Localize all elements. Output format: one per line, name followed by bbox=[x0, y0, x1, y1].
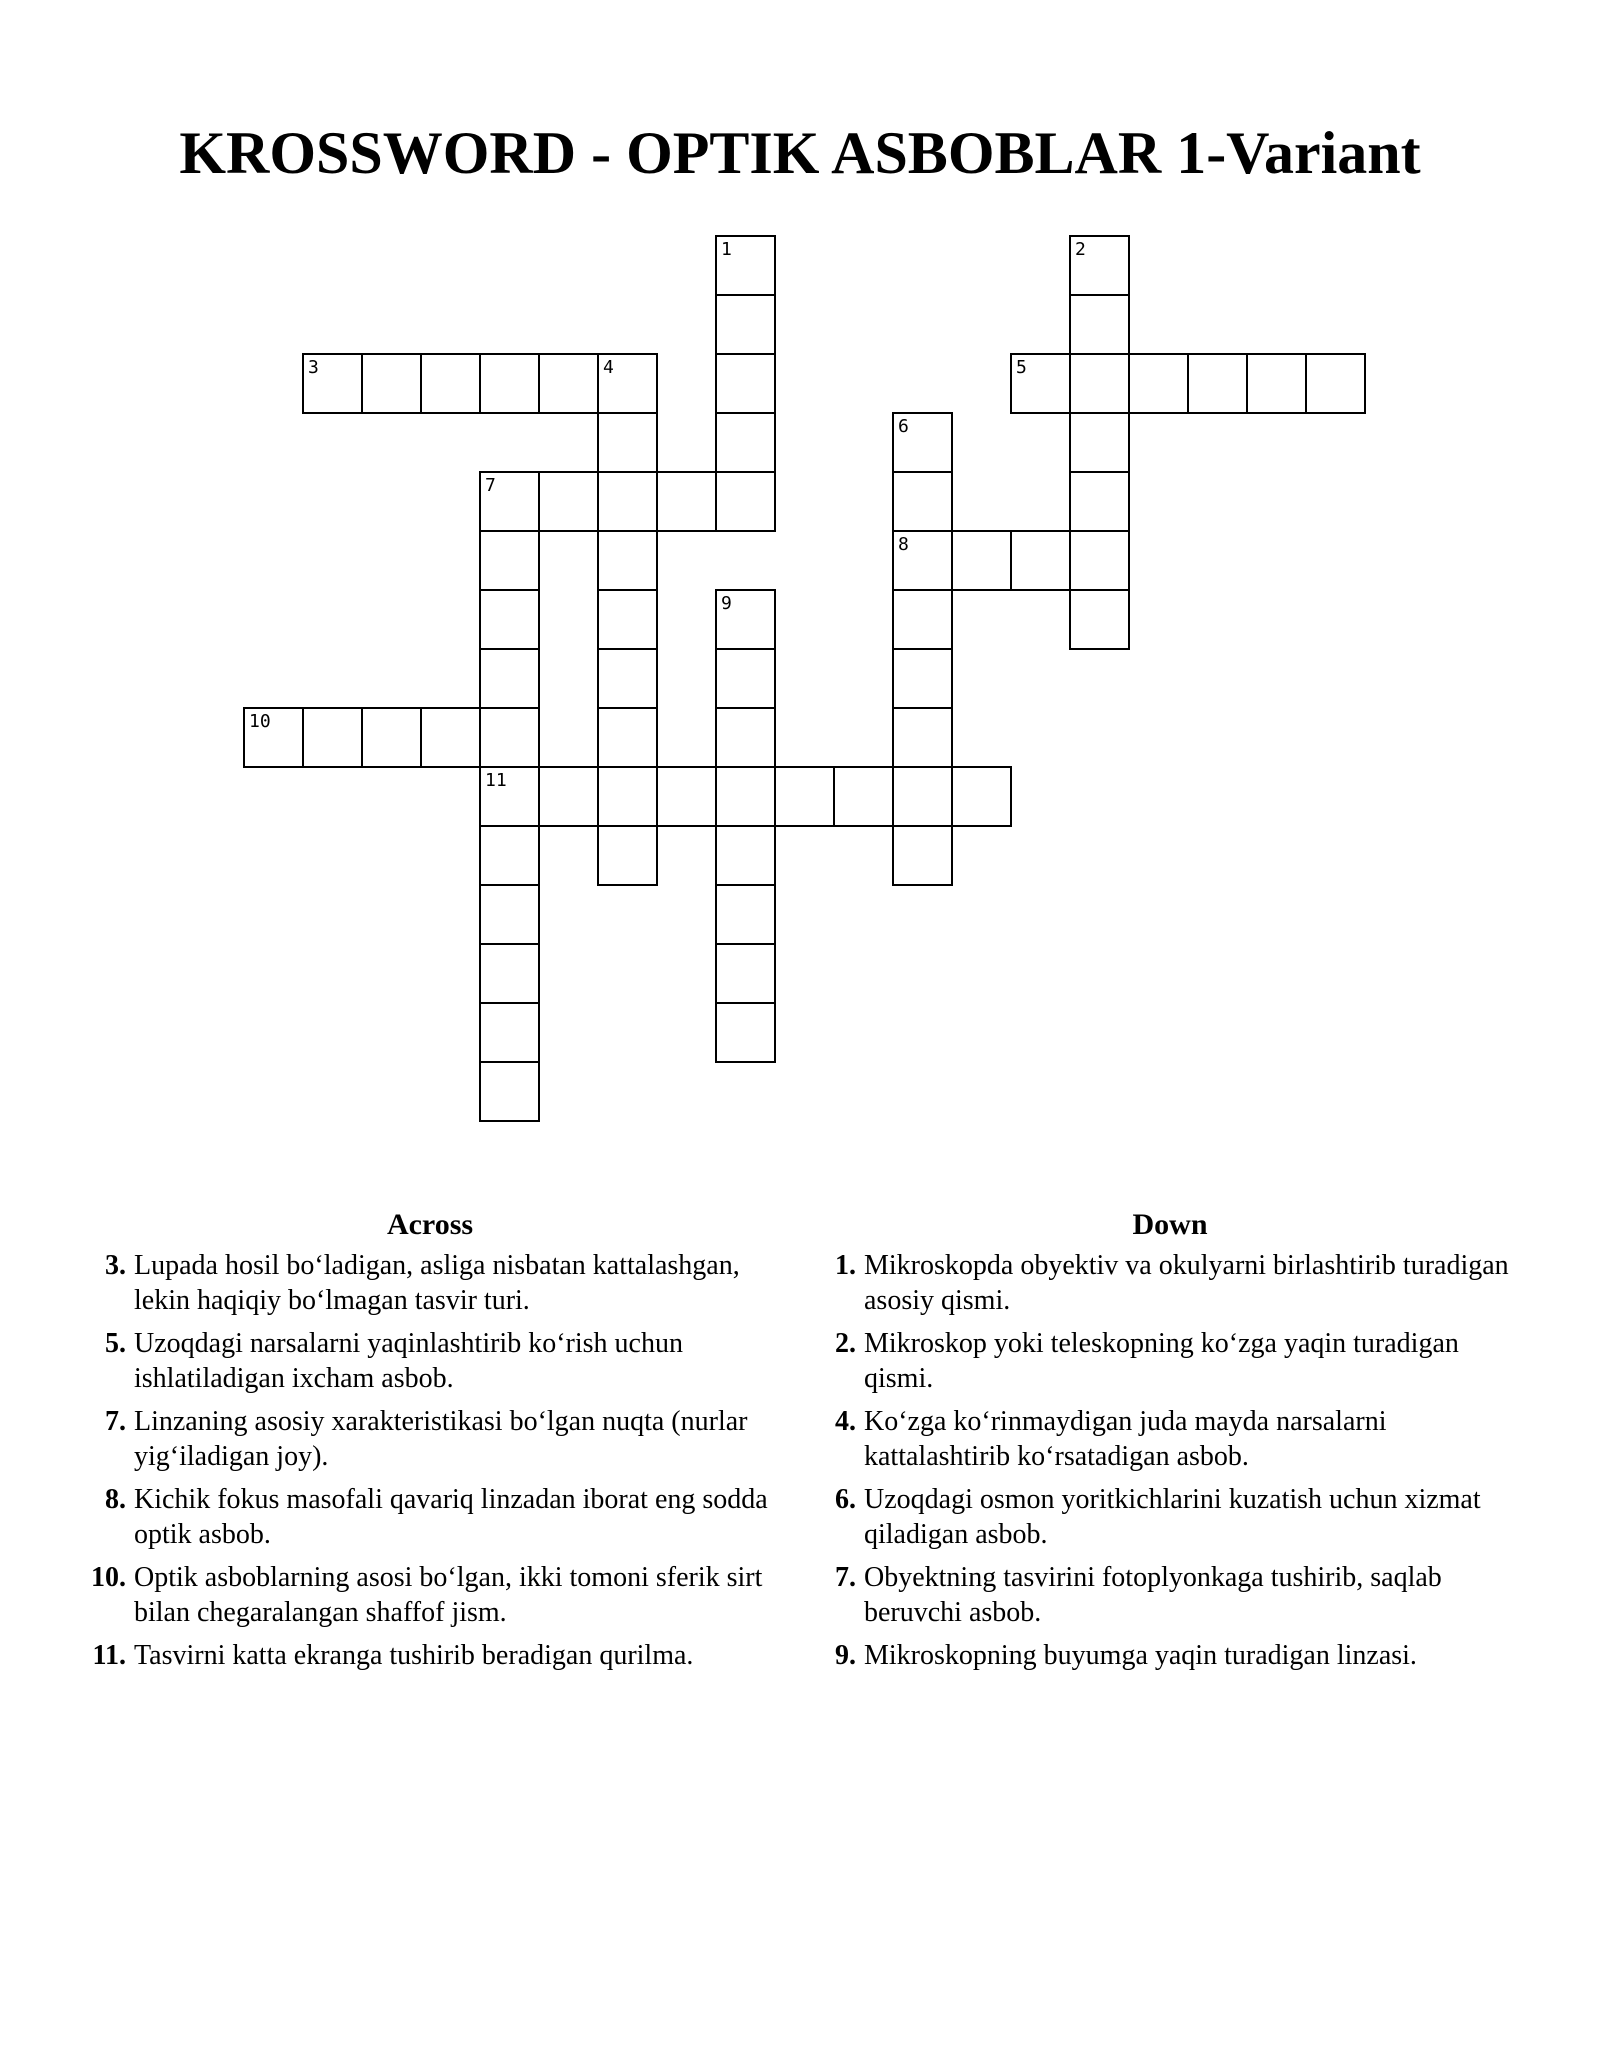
clue-text: Obyektning tasvirini fotoplyonkaga tushirib, saqlab beruvchi asbob. bbox=[864, 1562, 1442, 1628]
grid-cell[interactable] bbox=[715, 884, 776, 945]
grid-cell[interactable] bbox=[479, 766, 540, 827]
grid-cell[interactable] bbox=[715, 648, 776, 709]
cell-number: 1 bbox=[721, 239, 732, 260]
grid-cell[interactable] bbox=[597, 353, 658, 414]
grid-cell[interactable] bbox=[715, 589, 776, 650]
clue-text: Ko‘zga ko‘rinmaydigan juda mayda narsalarni kattalashtirib ko‘rsatadigan asbob. bbox=[864, 1406, 1387, 1472]
grid-cell[interactable] bbox=[597, 589, 658, 650]
grid-cell[interactable] bbox=[1010, 353, 1071, 414]
cell-number: 4 bbox=[603, 357, 614, 378]
grid-cell[interactable] bbox=[302, 353, 363, 414]
grid-cell[interactable] bbox=[479, 1002, 540, 1063]
clue-text: Uzoqdagi narsalarni yaqinlashtirib ko‘rish uchun ishlatiladigan ixcham asbob. bbox=[134, 1328, 683, 1394]
across-clues bbox=[80, 1208, 780, 1681]
down-clue-item bbox=[810, 1326, 1530, 1396]
grid-cell[interactable] bbox=[538, 766, 599, 827]
grid-cell[interactable] bbox=[1069, 530, 1130, 591]
grid-cell[interactable] bbox=[479, 825, 540, 886]
grid-cell[interactable] bbox=[892, 707, 953, 768]
grid-cell[interactable] bbox=[715, 943, 776, 1004]
grid-cell[interactable] bbox=[302, 707, 363, 768]
grid-cell[interactable] bbox=[715, 707, 776, 768]
grid-cell[interactable] bbox=[892, 825, 953, 886]
across-heading: Across bbox=[386, 1208, 474, 1241]
grid-cell[interactable] bbox=[892, 471, 953, 532]
grid-cell[interactable] bbox=[774, 766, 835, 827]
grid-cell[interactable] bbox=[715, 471, 776, 532]
clue-number: 2. bbox=[835, 1328, 856, 1359]
down-clue-item bbox=[810, 1404, 1530, 1474]
clue-number: 10. bbox=[91, 1562, 126, 1593]
clue-number: 4. bbox=[835, 1406, 856, 1437]
grid-cell[interactable] bbox=[715, 235, 776, 296]
down-clue-item bbox=[810, 1482, 1530, 1552]
down-clue-item bbox=[810, 1560, 1530, 1630]
grid-cell[interactable] bbox=[1187, 353, 1248, 414]
clue-text: Mikroskopda obyektiv va okulyarni birlashtirib turadigan asosiy qismi. bbox=[864, 1250, 1509, 1316]
grid-cell[interactable] bbox=[597, 766, 658, 827]
grid-cell[interactable] bbox=[1069, 353, 1130, 414]
grid-cell[interactable] bbox=[479, 943, 540, 1004]
clue-text: Linzaning asosiy xarakteristikasi bo‘lgan nuqta (nurlar yig‘iladigan joy). bbox=[134, 1406, 748, 1472]
across-clue-item bbox=[80, 1638, 780, 1673]
clue-number: 3. bbox=[105, 1250, 126, 1281]
clue-text: Mikroskop yoki teleskopning ko‘zga yaqin turadigan qismi. bbox=[864, 1328, 1459, 1394]
cell-number: 3 bbox=[308, 357, 319, 378]
clue-number: 7. bbox=[835, 1562, 856, 1593]
grid-cell[interactable] bbox=[597, 648, 658, 709]
grid-cell[interactable] bbox=[951, 530, 1012, 591]
grid-cell[interactable] bbox=[656, 471, 717, 532]
page-title: KROSSWORD - OPTIK ASBOBLAR 1-Variant bbox=[179, 120, 1421, 186]
grid-cell[interactable] bbox=[538, 353, 599, 414]
grid-cell[interactable] bbox=[892, 412, 953, 473]
grid-cell[interactable] bbox=[361, 353, 422, 414]
across-clue-item bbox=[80, 1248, 780, 1318]
grid-cell[interactable] bbox=[479, 471, 540, 532]
clue-text: Tasvirni katta ekranga tushirib beradigan qurilma. bbox=[134, 1640, 694, 1671]
down-clue-item bbox=[810, 1248, 1530, 1318]
grid-cell[interactable] bbox=[833, 766, 894, 827]
down-clues bbox=[810, 1208, 1530, 1681]
grid-cell[interactable] bbox=[597, 412, 658, 473]
grid-cell[interactable] bbox=[951, 766, 1012, 827]
grid-cell[interactable] bbox=[1069, 412, 1130, 473]
grid-cell[interactable] bbox=[715, 1002, 776, 1063]
clue-number: 7. bbox=[105, 1406, 126, 1437]
cell-number: 10 bbox=[249, 711, 271, 732]
across-clue-item bbox=[80, 1404, 780, 1474]
grid-cell[interactable] bbox=[656, 766, 717, 827]
grid-cell[interactable] bbox=[597, 707, 658, 768]
clue-number: 6. bbox=[835, 1484, 856, 1515]
grid-cell[interactable] bbox=[1128, 353, 1189, 414]
across-clue-item bbox=[80, 1326, 780, 1396]
cell-number: 7 bbox=[485, 475, 496, 496]
clue-text: Uzoqdagi osmon yoritkichlarini kuzatish uchun xizmat qiladigan asbob. bbox=[864, 1484, 1481, 1550]
grid-cell[interactable] bbox=[243, 707, 304, 768]
cell-number: 11 bbox=[485, 770, 507, 791]
grid-cell[interactable] bbox=[715, 412, 776, 473]
grid-cell[interactable] bbox=[1069, 471, 1130, 532]
grid-cell[interactable] bbox=[479, 530, 540, 591]
across-clue-item bbox=[80, 1560, 780, 1630]
cell-number: 2 bbox=[1075, 239, 1086, 260]
grid-cell[interactable] bbox=[1246, 353, 1307, 414]
grid-cell[interactable] bbox=[597, 825, 658, 886]
clue-text: Lupada hosil bo‘ladigan, asliga nisbatan kattalashgan, lekin haqiqiy bo‘lmagan tasvir turi. bbox=[134, 1250, 740, 1316]
grid-cell[interactable] bbox=[715, 825, 776, 886]
grid-cell[interactable] bbox=[1069, 589, 1130, 650]
clue-number: 1. bbox=[835, 1250, 856, 1281]
grid-cell[interactable] bbox=[892, 648, 953, 709]
grid-cell[interactable] bbox=[597, 530, 658, 591]
grid-cell[interactable] bbox=[538, 471, 599, 532]
grid-cell[interactable] bbox=[361, 707, 422, 768]
across-clue-item bbox=[80, 1482, 780, 1552]
cell-number: 5 bbox=[1016, 357, 1027, 378]
clue-text: Optik asboblarning asosi bo‘lgan, ikki tomoni sferik sirt bilan chegaralangan shaffof jism. bbox=[134, 1562, 763, 1628]
grid-cell[interactable] bbox=[479, 884, 540, 945]
grid-cell[interactable] bbox=[715, 294, 776, 355]
clue-number: 5. bbox=[105, 1328, 126, 1359]
clue-text: Kichik fokus masofali qavariq linzadan iborat eng sodda optik asbob. bbox=[134, 1484, 768, 1550]
grid-cell[interactable] bbox=[479, 589, 540, 650]
grid-cell[interactable] bbox=[597, 471, 658, 532]
clue-number: 9. bbox=[835, 1640, 856, 1671]
clue-number: 8. bbox=[105, 1484, 126, 1515]
cell-number: 8 bbox=[898, 534, 909, 555]
cell-number: 9 bbox=[721, 593, 732, 614]
grid-cell[interactable] bbox=[1305, 353, 1366, 414]
grid-cell[interactable] bbox=[420, 707, 481, 768]
grid-cell[interactable] bbox=[420, 353, 481, 414]
grid-cell[interactable] bbox=[892, 589, 953, 650]
grid-cell[interactable] bbox=[1010, 530, 1071, 591]
grid-cell[interactable] bbox=[892, 766, 953, 827]
grid-cell[interactable] bbox=[715, 353, 776, 414]
clue-text: Mikroskopning buyumga yaqin turadigan linzasi. bbox=[864, 1640, 1417, 1671]
grid-cell[interactable] bbox=[479, 707, 540, 768]
down-clue-item bbox=[810, 1638, 1530, 1673]
grid-cell[interactable] bbox=[479, 1061, 540, 1122]
grid-cell[interactable] bbox=[1069, 235, 1130, 296]
grid-cell[interactable] bbox=[1069, 294, 1130, 355]
clue-number: 11. bbox=[92, 1640, 126, 1671]
grid-cell[interactable] bbox=[479, 648, 540, 709]
down-heading: Down bbox=[1132, 1208, 1208, 1241]
cell-number: 6 bbox=[898, 416, 909, 437]
grid-cell[interactable] bbox=[479, 353, 540, 414]
grid-cell[interactable] bbox=[715, 766, 776, 827]
grid-cell[interactable] bbox=[892, 530, 953, 591]
